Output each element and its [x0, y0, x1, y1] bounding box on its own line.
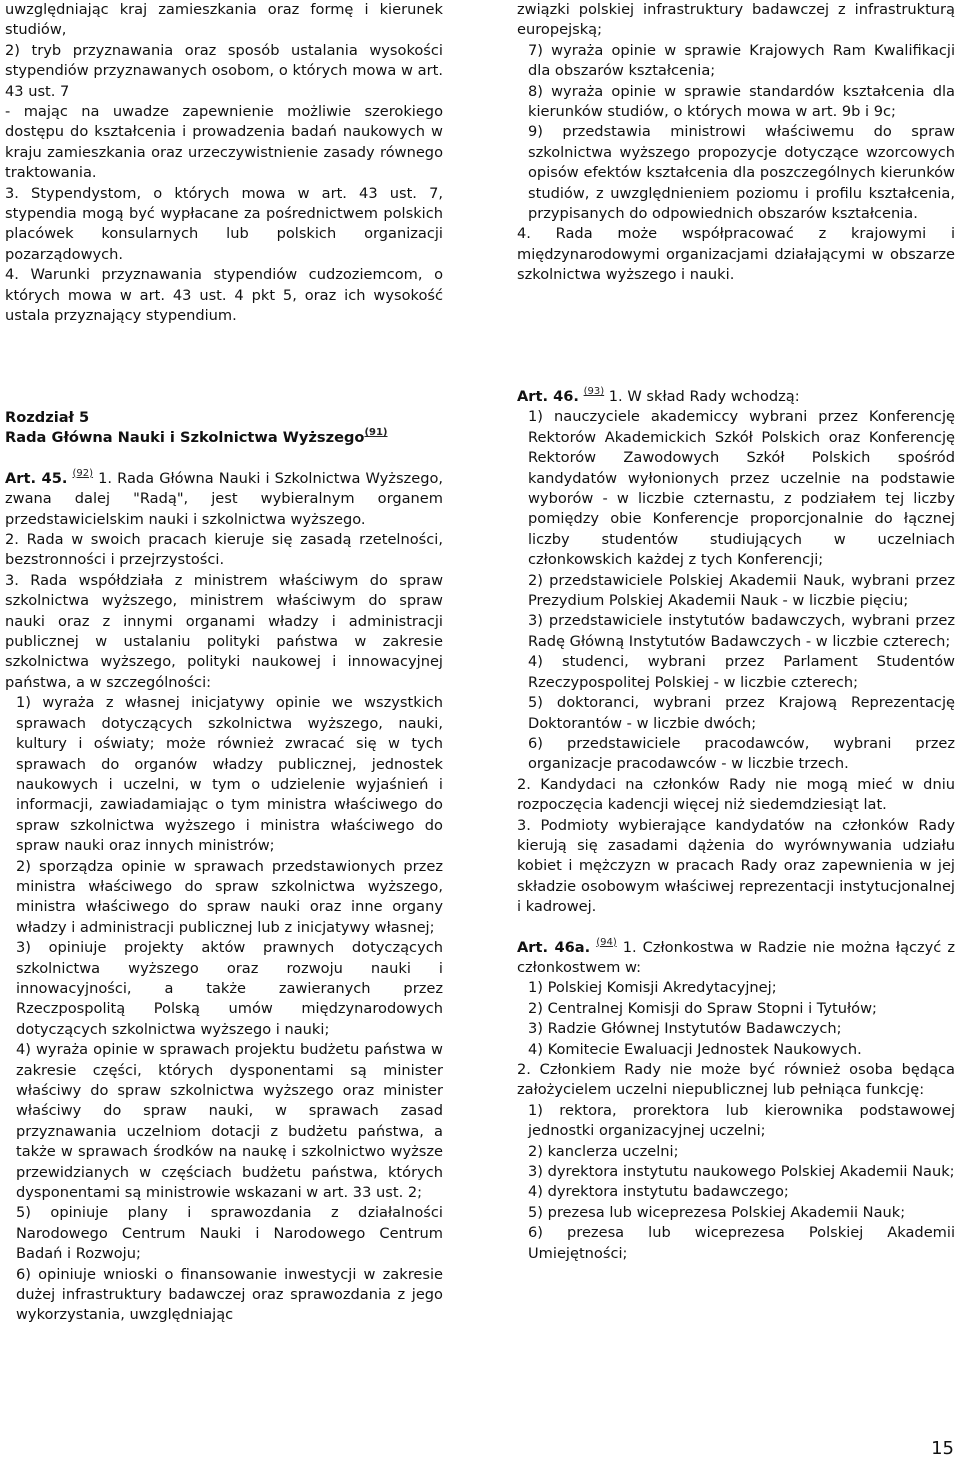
paragraph: 3. Stypendystom, o których mowa w art. 43 ust. 7, stypendia mogą być wypłacane za pośrednictwem polskich placówek konsularnych lub polskich organizacji pozarządowych.	[5, 184, 443, 263]
list-item: 1) rektora, prorektora lub kierownika podstawowej jednostki organizacyjnej uczelni;	[528, 1101, 955, 1140]
paragraph: 2. Członkiem Rady nie może być również osoba będąca założycielem uczelni niepublicznej lub pełniąca funkcję:	[517, 1061, 955, 1099]
list-item: 5) prezesa lub wiceprezesa Polskiej Akademii Nauk;	[528, 1203, 906, 1221]
list-item: 3) opiniuje projekty aktów prawnych dotyczących szkolnictwa wyższego oraz rozwoju nauki i innowacyjności, a także zawieranych przez Rzeczpospolitą Polską umów międzynarodowych dotyczących szkolnictwa wyższego i nauki;	[16, 939, 443, 1038]
article-46a-intro	[517, 938, 955, 979]
list-item: 3) dyrektora instytutu naukowego Polskiej Akademii Nauk;	[528, 1163, 955, 1181]
list-item: 4) dyrektora instytutu badawczego;	[528, 1183, 789, 1201]
list-item: 6) opiniuje wnioski o finansowanie inwestycji w zakresie dużej infrastruktury badawczej oraz sprawozdania z jego wykorzystania, uwzględniając	[16, 1265, 443, 1324]
list-item: 7) wyraża opinie w sprawie Krajowych Ram Kwalifikacji dla obszarów kształcenia;	[528, 41, 955, 80]
list-item: 6) przedstawiciele pracodawców, wybrani przez organizacje pracodawców - w liczbie trzech.	[528, 734, 955, 773]
column-bottom-right	[517, 387, 955, 1264]
column-top-right	[517, 0, 955, 286]
list-item: 2) sporządza opinie w sprawach przedstawionych przez ministra właściwego do spraw szkolnictwa wyższego, ministra właściwego do spraw nauki oraz inne organy władzy i administracji publicznej lub z inicjatywy własnej;	[16, 857, 443, 936]
paragraph: 2. Kandydaci na członków Rady nie mogą mieć w dniu rozpoczęcia kadencji więcej niż siedemdziesiąt lat.	[517, 775, 955, 814]
chapter-title	[5, 428, 443, 448]
paragraph: 2. Rada w swoich pracach kieruje się zasadą rzetelności, bezstronności i przejrzystości.	[5, 531, 443, 569]
paragraph: 4. Rada może współpracować z krajowymi i międzynarodowymi organizacjami działającymi w obszarze szkolnictwa wyższego i nauki.	[517, 225, 955, 284]
article-text: 1. Członkostwa w Radzie nie można łączyć z członkostwem w:	[517, 938, 956, 976]
list-item: 1) wyraża z własnej inicjatywy opinie we wszystkich sprawach dotyczących szkolnictwa wyższego, nauki, kultury i oświaty; może również zwracać się w tych sprawach do organów władzy publicznej, jednostek naukowych i uczelni, w tym o udzielenie wyjaśnień i informacji, zawiadamiając o tym ministra właściwego do spraw szkolnictwa wyższego i ministra właściwego do spraw nauki oraz innych ministrów;	[16, 694, 443, 855]
column-bottom-left	[5, 408, 443, 1326]
paragraph: 2) tryb przyznawania oraz sposób ustalania wysokości stypendiów przyznawanych osobom, o których mowa w art. 43 ust. 7	[5, 41, 443, 100]
list-item: 2) Centralnej Komisji do Spraw Stopni i Tytułów;	[528, 999, 877, 1017]
list-item: 4) wyraża opinie w sprawach projektu budżetu państwa w zakresie części, których dysponentami są minister właściwy do spraw szkolnictwa wyższego oraz minister właściwy do spraw nauki, w sprawach zasad przyznawania uczelniom dotacji z budżetu państwa, a także w sprawach środków na naukę i szkolnictwo wyższe przewidzianych w częściach budżetu państwa, których dysponentami są ministrowie wskazani w art. 33 ust. 2;	[16, 1041, 443, 1202]
paragraph: uwzględniając kraj zamieszkania oraz formę i kierunek studiów,	[5, 1, 443, 39]
list-item: 5) opiniuje plany i sprawozdania z działalności Narodowego Centrum Nauki i Narodowego Centrum Badań i Rozwoju;	[16, 1204, 443, 1263]
list-item: 1) nauczyciele akademiccy wybrani przez Konferencję Rektorów Akademickich Szkół Polskich oraz Konferencję Rektorów Zawodowych Szkół Polskich spośród kandydatów wyłonionych przez uczelnie na podstawie wyborów - w liczbie czternastu, z podziałem tej liczby pomiędzy obie Konferencje proporcjonalnie do łącznej liczby studentów studiujących w uczelniach członkowskich każdej z tych Konferencji;	[528, 408, 955, 569]
article-45-intro	[5, 469, 443, 530]
list-item: 3) Radzie Głównej Instytutów Badawczych;	[528, 1020, 842, 1038]
paragraph: 4. Warunki przyznawania stypendiów cudzoziemcom, o których mowa w art. 43 ust. 4 pkt 5, oraz ich wysokość ustala przyznający stypendium.	[5, 266, 443, 325]
article-label: Art. 46a.	[517, 938, 591, 956]
list-item: 4) studenci, wybrani przez Parlament Studentów Rzeczypospolitej Polskiej - w liczbie czterech;	[528, 653, 955, 691]
paragraph: 3. Rada współdziała z ministrem właściwym do spraw szkolnictwa wyższego, ministrem właściwym do spraw nauki oraz z innymi organami władzy i administracji publicznej w ustalaniu polityki państwa w zakresie szkolnictwa wyższego, polityki naukowej i innowacyjnej państwa, a w szczególności:	[5, 571, 443, 691]
list-item: 6) prezesa lub wiceprezesa Polskiej Akademii Umiejętności;	[528, 1224, 955, 1262]
footnote-link[interactable]: (94)	[596, 936, 617, 948]
article-46-intro	[517, 387, 955, 407]
list-item: 2) kanclerza uczelni;	[528, 1142, 679, 1160]
chapter-title-text: Rada Główna Nauki i Szkolnictwa Wyższego	[5, 429, 365, 447]
paragraph: - mając na uwadze zapewnienie możliwie szerokiego dostępu do kształcenia i prowadzenia badań naukowych w kraju zamieszkania oraz urzeczywistnienie zasady równego traktowania.	[5, 103, 443, 182]
list-item: 8) wyraża opinie w sprawie standardów kształcenia dla kierunków studiów, o których mowa w art. 9b i 9c;	[528, 82, 955, 121]
article-label: Art. 45.	[5, 469, 68, 487]
chapter-label: Rozdział 5	[5, 409, 90, 426]
list-item: 3) przedstawiciele instytutów badawczych, wybrani przez Radę Główną Instytutów Badawczych - w liczbie czterech;	[528, 612, 955, 650]
footnote-link[interactable]: (91)	[364, 427, 388, 439]
footnote-link[interactable]: (93)	[583, 386, 605, 397]
list-item: 2) przedstawiciele Polskiej Akademii Nauk, wybrani przez Prezydium Polskiej Akademii Nauk - w liczbie pięciu;	[528, 571, 955, 610]
article-text: 1. Rada Główna Nauki i Szkolnictwa Wyższego, zwana dalej "Radą", jest wybieralnym organem przedstawicielskim nauki i szkolnictwa wyższego.	[5, 469, 444, 528]
column-top-left	[5, 0, 443, 327]
spacer	[517, 918, 955, 938]
article-label: Art. 46.	[517, 388, 579, 405]
list-item: 4) Komitecie Ewaluacji Jednostek Naukowych.	[528, 1040, 862, 1058]
footnote-link[interactable]: (92)	[72, 467, 94, 479]
list-item: 1) Polskiej Komisji Akredytacyjnej;	[528, 979, 777, 997]
paragraph: 3. Podmioty wybierające kandydatów na członków Rady kierują się zasadami dążenia do wyrównywania udziału kobiet i mężczyzn w pracach Rady oraz zapewnienia w jej składzie osobowym właściwej reprezentacji instytucjonalnej i kadrowej.	[517, 816, 955, 916]
paragraph: związki polskiej infrastruktury badawczej z infrastrukturą europejską;	[517, 1, 955, 39]
list-item: 5) doktoranci, wybrani przez Krajową Reprezentację Doktorantów - w liczbie dwóch;	[528, 694, 955, 732]
list-item: 9) przedstawia ministrowi właściwemu do spraw szkolnictwa wyższego propozycje dotyczące wzorcowych opisów efektów kształcenia dla poszczególnych kierunków studiów, z uwzględnieniem poziomu i profilu kształcenia, przypisanych do odpowiednich obszarów kształcenia.	[528, 123, 955, 223]
page-number: 15	[931, 1438, 954, 1459]
spacer	[5, 449, 443, 469]
article-text: 1. W skład Rady wchodzą:	[608, 388, 800, 405]
